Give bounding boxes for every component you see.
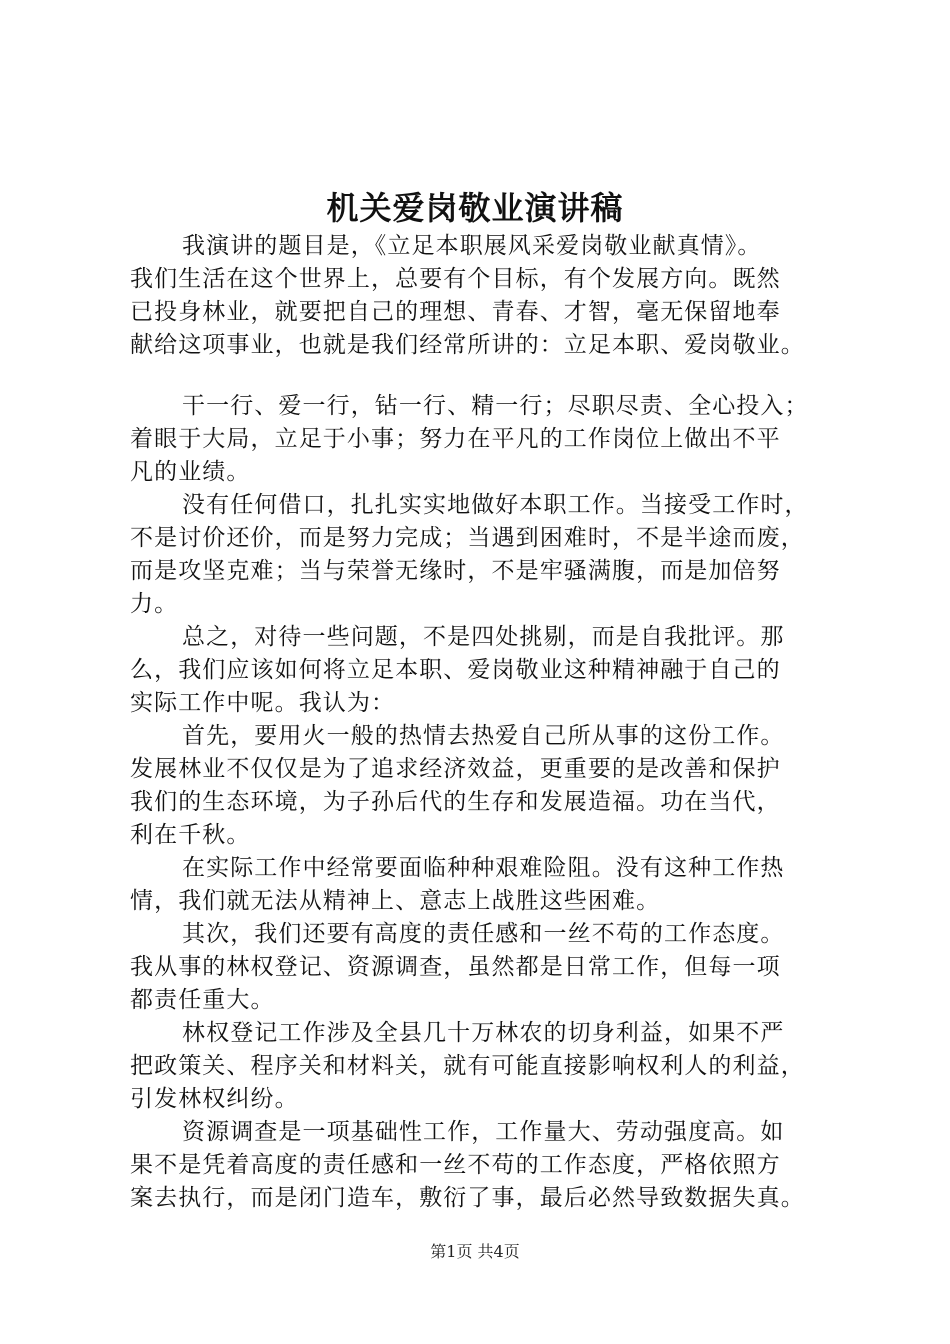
text-line: 干一行、爱一行，钻一行、精一行；尽职尽责、全心投入；: [182, 393, 809, 419]
text-line: 实际工作中呢。我认为：: [130, 690, 396, 716]
text-line: 而是攻坚克难；当与荣誉无缘时，不是牢骚满腹，而是加倍努: [130, 558, 781, 584]
text-line: 着眼于大局，立足于小事；努力在平凡的工作岗位上做出不平: [130, 426, 781, 452]
blank-line: [130, 362, 827, 390]
text-line: 总之，对待一些问题，不是四处挑剔，而是自我批评。那: [182, 624, 785, 650]
text-line: 没有任何借口，扎扎实实地做好本职工作。当接受工作时，: [182, 492, 809, 518]
text-line: 利在千秋。: [130, 822, 251, 848]
text-line: 我们生活在这个世界上，总要有个目标，有个发展方向。既然: [130, 266, 781, 292]
document-body: [130, 230, 827, 1215]
document-title: 机关爱岗敬业演讲稿: [326, 189, 624, 227]
text-line: 我们的生态环境，为子孙后代的生存和发展造福。功在当代，: [130, 789, 781, 815]
text-line: 凡的业绩。: [130, 459, 251, 485]
text-line: 资源调查是一项基础性工作，工作量大、劳动强度高。如: [182, 1119, 785, 1145]
text-line: 我演讲的题目是，《立足本职展风采爱岗敬业献真情》。: [182, 233, 762, 259]
page-footer: 第1页 共4页: [430, 1242, 520, 1261]
text-line: 在实际工作中经常要面临种种艰难险阻。没有这种工作热: [182, 855, 785, 881]
text-line: 果不是凭着高度的责任感和一丝不苟的工作态度，严格依照方: [130, 1152, 781, 1178]
text-line: 案去执行，而是闭门造车，敷衍了事，最后必然导致数据失真。: [130, 1185, 805, 1211]
text-line: 我从事的林权登记、资源调查，虽然都是日常工作，但每一项: [130, 954, 781, 980]
text-line: 么，我们应该如何将立足本职、爱岗敬业这种精神融于自己的: [130, 657, 781, 683]
text-line: 献给这项事业，也就是我们经常所讲的：立足本职、爱岗敬业。: [130, 332, 805, 358]
text-line: 发展林业不仅仅是为了追求经济效益，更重要的是改善和保护: [130, 756, 781, 782]
text-line: 首先，要用火一般的热情去热爱自己所从事的这份工作。: [182, 723, 785, 749]
text-line: 都责任重大。: [130, 987, 275, 1013]
text-line: 引发林权纠纷。: [130, 1086, 299, 1112]
text-line: 情，我们就无法从精神上、意志上战胜这些困难。: [130, 888, 661, 914]
text-line: 把政策关、程序关和材料关，就有可能直接影响权利人的利益，: [130, 1053, 805, 1079]
text-line: 其次，我们还要有高度的责任感和一丝不苟的工作态度。: [182, 921, 785, 947]
text-line: 林权登记工作涉及全县几十万林农的切身利益，如果不严: [182, 1020, 785, 1046]
text-line: 力。: [130, 591, 179, 617]
text-line: 已投身林业，就要把自己的理想、青春、才智，毫无保留地奉: [130, 299, 781, 325]
text-line: 不是讨价还价，而是努力完成；当遇到困难时，不是半途而废，: [130, 525, 805, 551]
